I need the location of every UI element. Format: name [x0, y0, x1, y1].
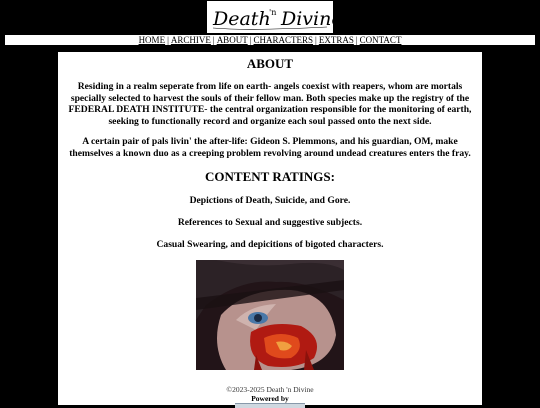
nav-separator: | — [355, 35, 358, 45]
nav-separator: | — [315, 35, 317, 45]
rating-item: Depictions of Death, Suicide, and Gore. — [189, 195, 351, 206]
rating-item: References to Sexual and suggestive subjects. — [177, 217, 363, 228]
footer-powered-by: Powered by — [251, 394, 289, 403]
nav-about[interactable]: ABOUT — [216, 35, 248, 45]
about-paragraph-story: A certain pair of pals livin' the after-life: Gideon S. Plemmons, and his guardian, OM, make themselves a known duo as a creeping problem revolving around undead creatures enters the fray. — [69, 136, 471, 159]
nav-separator: | — [212, 35, 215, 45]
site-logo[interactable] — [206, 0, 343, 34]
powered-by-badge[interactable] — [235, 403, 305, 408]
nav-separator: | — [249, 35, 252, 45]
character-artwork — [196, 260, 344, 370]
svg-text:Death: Death — [213, 8, 271, 30]
nav-characters[interactable]: CHARACTERS — [253, 35, 314, 45]
content-ratings-heading: CONTENT RATINGS: — [205, 169, 335, 184]
footer-copyright: ©2023-2025 Death 'n Divine — [226, 385, 314, 394]
nav-extras[interactable]: EXTRAS — [318, 35, 354, 45]
about-paragraph-lore: Residing in a realm seperate from life on earth- angels coexist with reapers, whom are mortals specially selected to harvest the souls of their fellow man. Both species make up the registry of the FEDERAL DEATH INSTITUTE- the central organization responsible for the monitoring of earth, seeking to functionally record and organize each soul passed onto the next side. — [68, 81, 472, 127]
about-heading: ABOUT — [246, 56, 294, 71]
nav-home[interactable]: HOME — [138, 35, 166, 45]
nav-separator: | — [167, 35, 169, 45]
nav-archive[interactable]: ARCHIVE — [170, 35, 211, 45]
svg-text:Divine: Divine — [281, 8, 343, 30]
logo-lettering — [207, 1, 343, 33]
rating-item: Casual Swearing, and depicitions of bigoted characters. — [156, 239, 384, 250]
svg-text:'n: 'n — [269, 8, 277, 17]
nav-contact[interactable]: CONTACT — [359, 35, 402, 45]
main-nav — [5, 35, 535, 45]
content-panel — [58, 52, 482, 405]
